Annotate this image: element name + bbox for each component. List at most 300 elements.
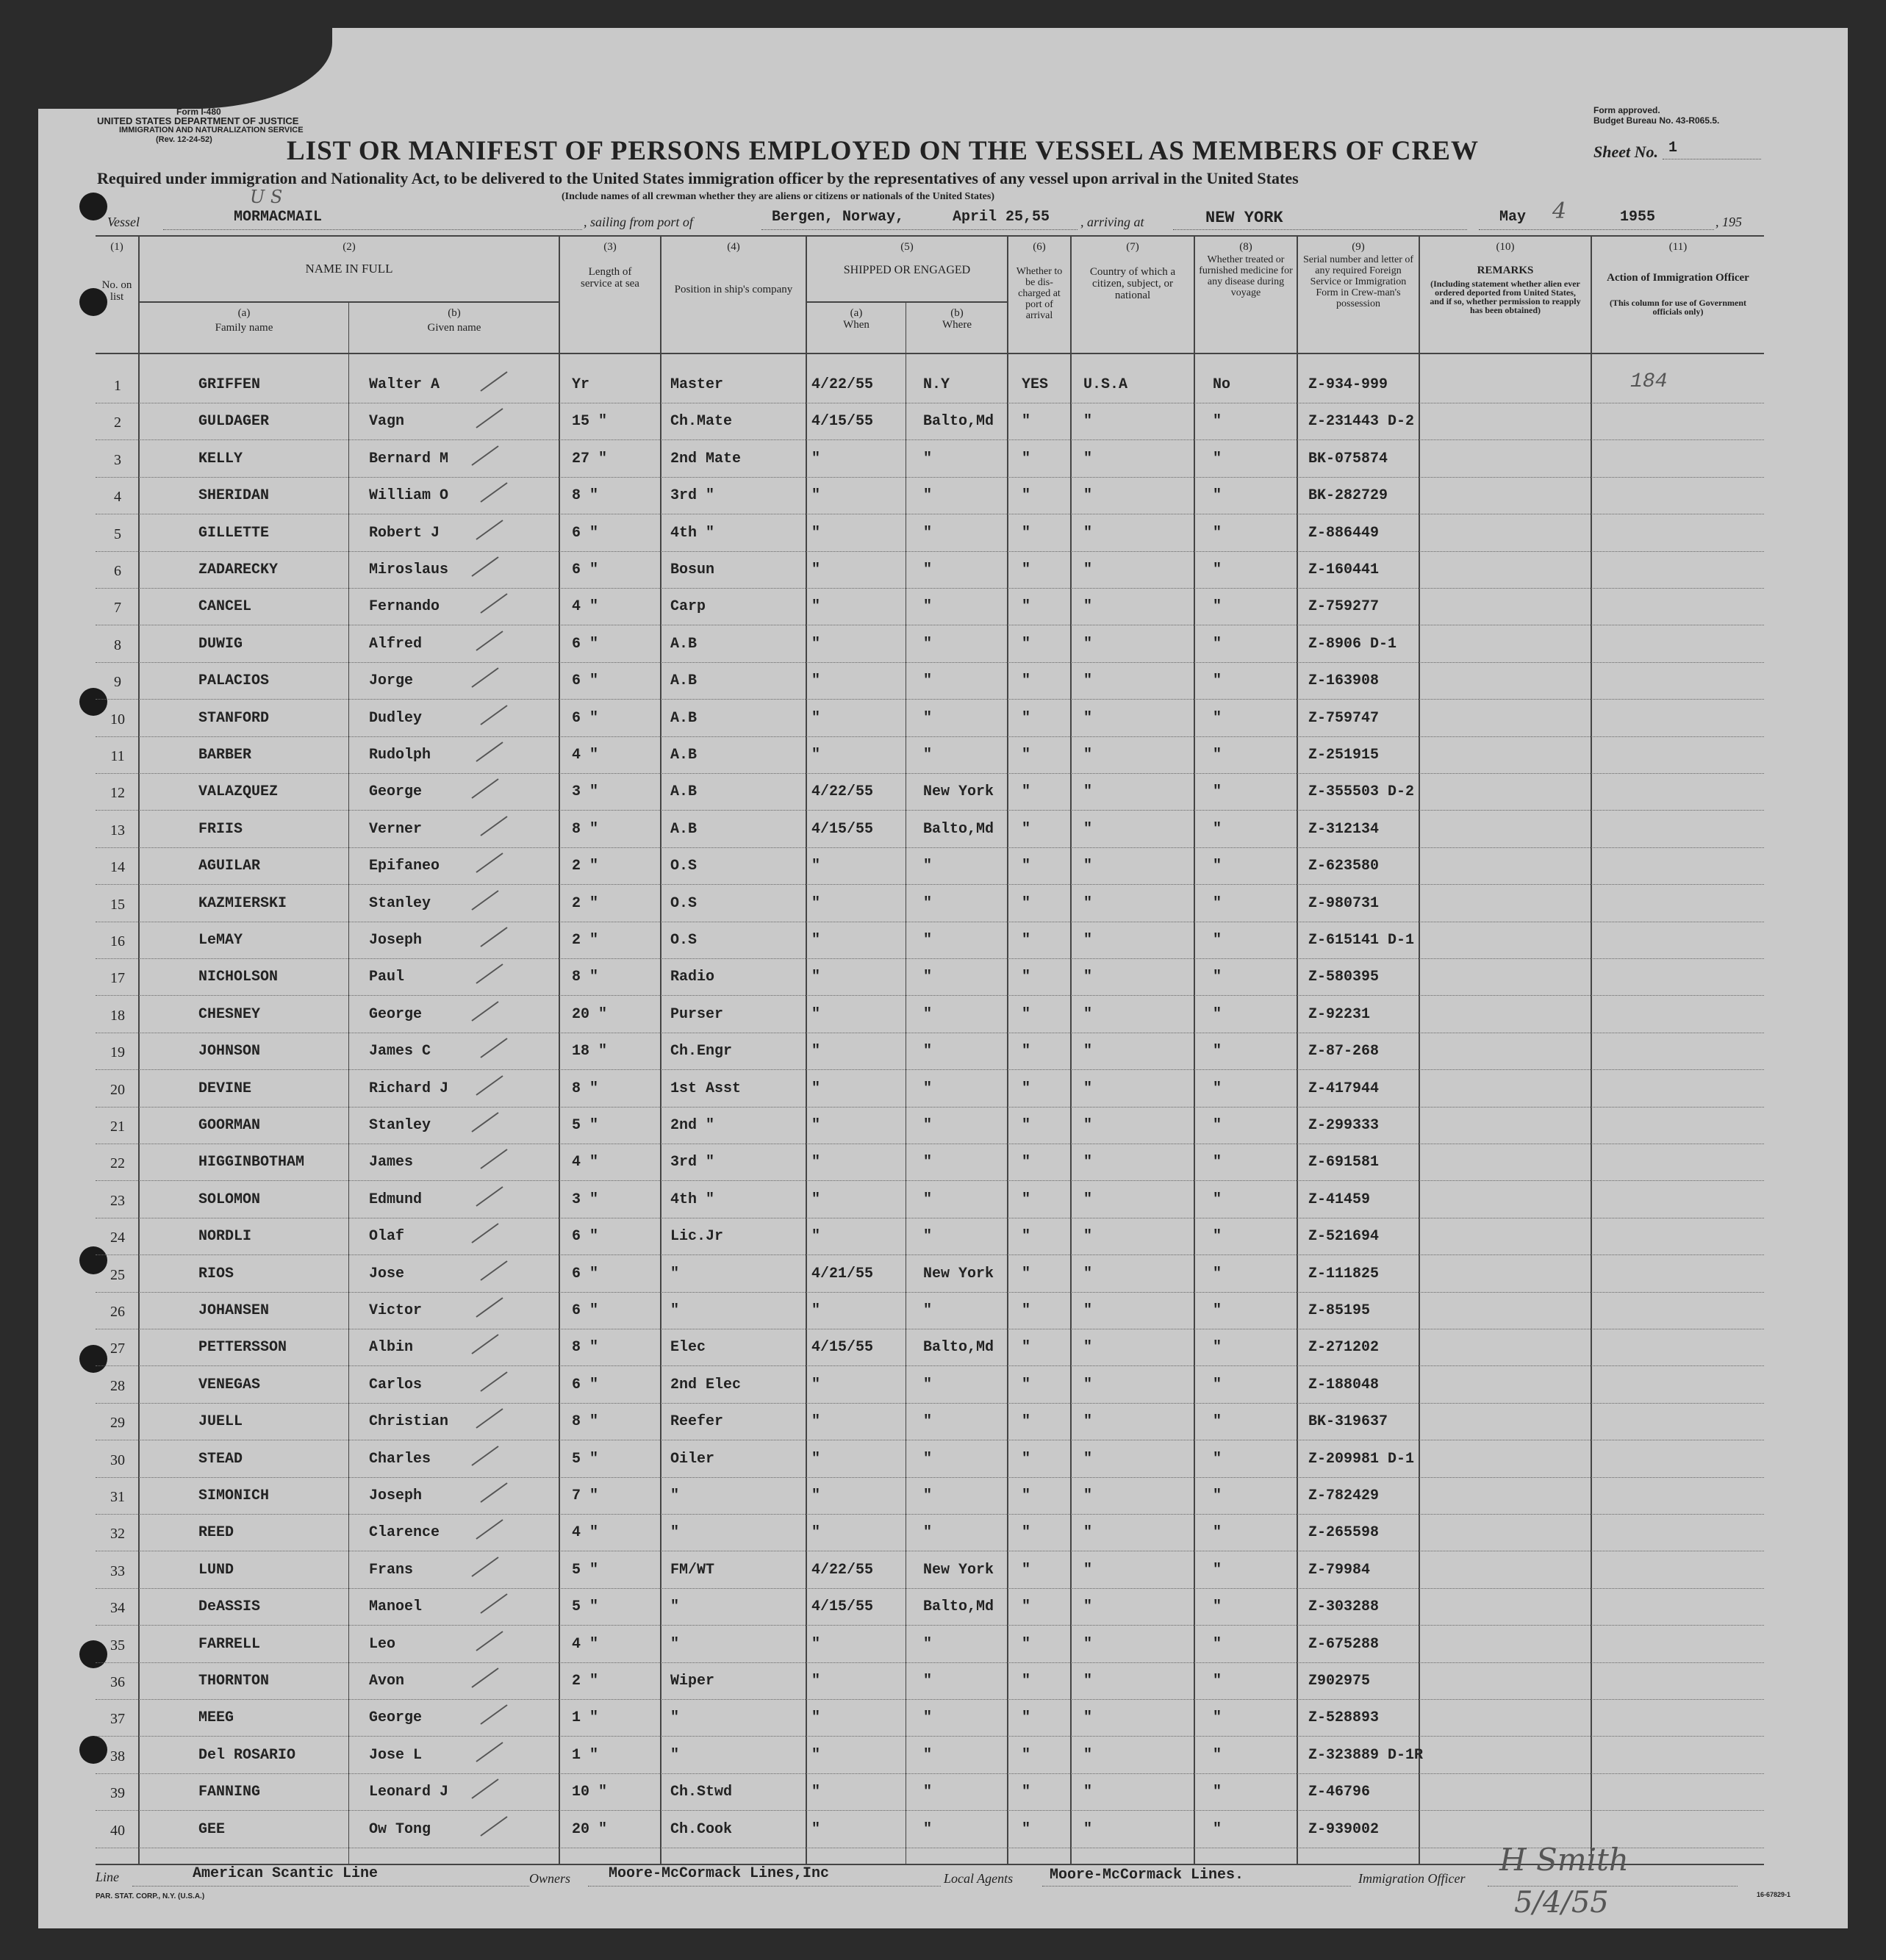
shipped-when-cell: " — [811, 450, 821, 467]
position-cell: Bosun — [670, 561, 715, 578]
treated-cell: " — [1213, 672, 1222, 690]
shipped-when-cell: " — [811, 969, 821, 986]
shipped-when-cell: " — [811, 1450, 821, 1468]
discharged-cell: " — [1022, 1413, 1031, 1431]
row-number: 19 — [110, 1044, 125, 1061]
service-length-cell: 8 " — [572, 487, 599, 505]
shipped-where-cell: " — [923, 1820, 933, 1838]
position-cell: Oiler — [670, 1450, 715, 1468]
service-length-cell: 6 " — [572, 561, 599, 578]
discharged-cell: " — [1022, 1043, 1031, 1060]
given-name-cell: Jose L — [369, 1746, 423, 1764]
discharged-cell: " — [1022, 747, 1031, 764]
crew-row — [0, 1775, 1886, 1812]
row-number: 39 — [110, 1785, 125, 1802]
treated-cell: " — [1213, 1154, 1222, 1171]
given-name-cell: Dudley — [369, 709, 423, 727]
form-code: 16-67829-1 — [1757, 1891, 1791, 1898]
check-mark-icon — [473, 1741, 506, 1763]
shipped-when-cell: " — [811, 635, 821, 653]
country-cell: U.S.A — [1083, 376, 1128, 393]
shipped-where-cell: " — [923, 635, 933, 653]
check-mark-icon — [473, 1074, 506, 1096]
shipped-where-cell: " — [923, 709, 933, 727]
family-name-cell: SOLOMON — [198, 1191, 261, 1208]
discharged-cell: " — [1022, 1228, 1031, 1246]
family-name-cell: VALAZQUEZ — [198, 783, 279, 801]
given-name-cell: Charles — [369, 1450, 431, 1468]
row-number: 32 — [110, 1526, 125, 1543]
family-name-cell: THORNTON — [198, 1673, 270, 1690]
check-mark-icon — [478, 1260, 510, 1282]
row-number: 40 — [110, 1822, 125, 1839]
country-cell: " — [1083, 635, 1093, 653]
discharged-cell: " — [1022, 487, 1031, 505]
crew-row — [0, 1145, 1886, 1182]
col-2b-letter: (b) — [448, 307, 461, 319]
country-cell: " — [1083, 1191, 1093, 1208]
position-cell: " — [670, 1265, 680, 1282]
row-number: 33 — [110, 1562, 125, 1579]
shipped-when-cell: " — [811, 1154, 821, 1171]
discharged-cell: " — [1022, 1191, 1031, 1208]
given-name-cell: Jose — [369, 1265, 405, 1282]
col-11-note: (This column for use of Government officials only) — [1609, 298, 1747, 317]
check-mark-icon — [469, 1556, 501, 1578]
position-cell: Reefer — [670, 1413, 724, 1431]
crew-row — [0, 1368, 1886, 1404]
family-name-cell: NORDLI — [198, 1228, 252, 1246]
col-5-number: (5) — [900, 241, 914, 253]
shipped-where-cell: Balto,Md — [923, 413, 994, 431]
shipped-when-cell: " — [811, 747, 821, 764]
country-cell: " — [1083, 1487, 1093, 1504]
family-name-cell: SIMONICH — [198, 1487, 270, 1504]
check-mark-icon — [473, 852, 506, 874]
row-number: 1 — [114, 378, 121, 394]
shipped-when-cell: " — [811, 1043, 821, 1060]
crew-row — [0, 1034, 1886, 1071]
position-cell: Ch.Engr — [670, 1043, 733, 1060]
shipped-when-cell: " — [811, 1709, 821, 1727]
shipped-when-cell: " — [811, 1117, 821, 1134]
row-number: 30 — [110, 1451, 125, 1468]
shipped-where-cell: " — [923, 524, 933, 542]
crew-row — [0, 997, 1886, 1034]
check-mark-icon — [473, 1296, 506, 1318]
row-number: 23 — [110, 1192, 125, 1209]
shipped-when-cell: " — [811, 1413, 821, 1431]
service-length-cell: 1 " — [572, 1746, 599, 1764]
sheet-label: Sheet No. — [1593, 143, 1658, 161]
serial-number-cell: Z-111825 — [1308, 1265, 1380, 1282]
serial-number-cell: Z-85195 — [1308, 1302, 1371, 1319]
crew-row — [0, 1182, 1886, 1219]
shipped-where-cell: " — [923, 1043, 933, 1060]
family-name-cell: FRIIS — [198, 820, 243, 838]
country-cell: " — [1083, 1154, 1093, 1171]
family-name-cell: STEAD — [198, 1450, 243, 1468]
col-11-heading: Action of Immigration Officer — [1607, 272, 1749, 284]
owners-label: Owners — [529, 1871, 571, 1886]
treated-cell: " — [1213, 1820, 1222, 1838]
serial-number-cell: Z-615141 D-1 — [1308, 932, 1415, 949]
position-cell: " — [670, 1598, 680, 1616]
serial-number-cell: Z-209981 D-1 — [1308, 1450, 1415, 1468]
serial-number-cell: Z-980731 — [1308, 894, 1380, 912]
family-name-cell: LeMAY — [198, 932, 243, 949]
discharged-cell: " — [1022, 1339, 1031, 1357]
treated-cell: " — [1213, 1487, 1222, 1504]
serial-number-cell: Z-528893 — [1308, 1709, 1380, 1727]
row-number: 10 — [110, 711, 125, 728]
service-length-cell: 6 " — [572, 1265, 599, 1282]
discharged-cell: " — [1022, 1746, 1031, 1764]
serial-number-cell: Z-580395 — [1308, 969, 1380, 986]
family-name-cell: PALACIOS — [198, 672, 270, 690]
check-mark-icon — [478, 815, 510, 837]
check-mark-icon — [469, 556, 501, 578]
treated-cell: " — [1213, 1302, 1222, 1319]
given-name-cell: Leonard J — [369, 1784, 449, 1801]
treated-cell: " — [1213, 1228, 1222, 1246]
position-cell: " — [670, 1524, 680, 1542]
check-mark-icon — [473, 630, 506, 652]
col-10-number: (10) — [1496, 241, 1515, 253]
serial-number-cell: Z-92231 — [1308, 1005, 1371, 1023]
row-number: 25 — [110, 1266, 125, 1283]
position-cell: Ch.Stwd — [670, 1784, 733, 1801]
position-cell: Elec — [670, 1339, 706, 1357]
given-name-cell: Stanley — [369, 894, 431, 912]
shipped-when-cell: " — [811, 709, 821, 727]
given-name-cell: Victor — [369, 1302, 423, 1319]
serial-number-cell: Z-265598 — [1308, 1524, 1380, 1542]
check-mark-icon — [478, 926, 510, 948]
position-cell: FM/WT — [670, 1561, 715, 1579]
immigration-action-cell: 184 — [1630, 370, 1668, 393]
given-name-cell: Olaf — [369, 1228, 405, 1246]
shipped-where-cell: " — [923, 561, 933, 578]
col-4-number: (4) — [727, 241, 740, 253]
serial-number-cell: Z902975 — [1308, 1673, 1371, 1690]
treated-cell: " — [1213, 1005, 1222, 1023]
service-length-cell: 6 " — [572, 1228, 599, 1246]
service-length-cell: 6 " — [572, 1376, 599, 1393]
check-mark-icon — [473, 1185, 506, 1207]
given-name-cell: Paul — [369, 969, 405, 986]
row-number: 24 — [110, 1230, 125, 1246]
treated-cell: " — [1213, 598, 1222, 616]
position-cell: A.B — [670, 747, 698, 764]
row-number: 18 — [110, 1007, 125, 1024]
check-mark-icon — [469, 778, 501, 800]
row-number: 5 — [114, 525, 121, 542]
shipped-where-cell: " — [923, 1746, 933, 1764]
position-cell: Ch.Cook — [670, 1820, 733, 1838]
position-cell: 3rd " — [670, 487, 715, 505]
row-number: 28 — [110, 1377, 125, 1394]
treated-cell: " — [1213, 1413, 1222, 1431]
printer-imprint: PAR. STAT. CORP., N.Y. (U.S.A.) — [96, 1892, 205, 1900]
service-length-cell: 5 " — [572, 1561, 599, 1579]
country-cell: " — [1083, 1635, 1093, 1653]
service-length-cell: 2 " — [572, 932, 599, 949]
country-cell: " — [1083, 1376, 1093, 1393]
service-length-cell: 20 " — [572, 1820, 608, 1838]
col-7-number: (7) — [1126, 241, 1139, 253]
discharged-cell: " — [1022, 1635, 1031, 1653]
discharged-cell: " — [1022, 1561, 1031, 1579]
row-number: 6 — [114, 563, 121, 579]
family-name-cell: RIOS — [198, 1265, 234, 1282]
service-length-cell: 6 " — [572, 709, 599, 727]
service-length-cell: 6 " — [572, 635, 599, 653]
serial-number-cell: Z-623580 — [1308, 858, 1380, 875]
discharged-cell: " — [1022, 1709, 1031, 1727]
service-length-cell: 3 " — [572, 1191, 599, 1208]
country-cell: " — [1083, 561, 1093, 578]
crew-row — [0, 1701, 1886, 1737]
shipped-where-cell: " — [923, 1524, 933, 1542]
row-number: 16 — [110, 933, 125, 950]
given-name-cell: Robert J — [369, 524, 440, 542]
punch-hole — [79, 193, 107, 220]
shipped-when-cell: " — [811, 1228, 821, 1246]
arrival-year: 1955 — [1620, 209, 1656, 226]
position-cell: " — [670, 1487, 680, 1504]
position-cell: " — [670, 1709, 680, 1727]
form-approved: Form approved. — [1593, 105, 1660, 115]
service-length-cell: 4 " — [572, 1524, 599, 1542]
family-name-cell: DUWIG — [198, 635, 243, 653]
family-name-cell: NICHOLSON — [198, 969, 279, 986]
shipped-where-cell: New York — [923, 1561, 994, 1579]
shipped-when-cell: " — [811, 1005, 821, 1023]
country-cell: " — [1083, 524, 1093, 542]
position-cell: " — [670, 1635, 680, 1653]
serial-number-cell: Z-782429 — [1308, 1487, 1380, 1504]
discharged-cell: " — [1022, 450, 1031, 467]
sailing-date: April 25,55 — [953, 209, 1050, 226]
col-5a-heading: When — [843, 319, 870, 331]
shipped-where-cell: New York — [923, 1265, 994, 1282]
shipped-when-cell: " — [811, 1673, 821, 1690]
discharged-cell: " — [1022, 598, 1031, 616]
row-number: 15 — [110, 896, 125, 913]
row-number: 8 — [114, 636, 121, 653]
family-name-cell: MEEG — [198, 1709, 234, 1727]
shipped-where-cell: New York — [923, 783, 994, 801]
family-name-cell: JOHANSEN — [198, 1302, 270, 1319]
arrival-day-handwritten: 4 — [1552, 198, 1567, 224]
row-number: 2 — [114, 414, 121, 431]
service-length-cell: 4 " — [572, 747, 599, 764]
service-length-cell: 8 " — [572, 1080, 599, 1097]
position-cell: 1st Asst — [670, 1080, 742, 1097]
shipped-where-cell: " — [923, 1709, 933, 1727]
crew-row — [0, 1553, 1886, 1590]
given-name-cell: Joseph — [369, 1487, 423, 1504]
given-name-cell: Epifaneo — [369, 858, 440, 875]
country-cell: " — [1083, 783, 1093, 801]
col-5b-heading: Where — [942, 319, 972, 331]
service-length-cell: 2 " — [572, 858, 599, 875]
position-cell: O.S — [670, 932, 698, 949]
serial-number-cell: Z-691581 — [1308, 1154, 1380, 1171]
vessel-prefix-handwritten: U S — [250, 187, 283, 207]
crew-row — [0, 1219, 1886, 1256]
position-cell: Radio — [670, 969, 715, 986]
treated-cell: No — [1213, 376, 1231, 393]
family-name-cell: GEE — [198, 1820, 226, 1838]
treated-cell: " — [1213, 858, 1222, 875]
owners-value: Moore-McCormack Lines,Inc — [609, 1865, 830, 1882]
check-mark-icon — [469, 1000, 501, 1022]
shipped-when-cell: 4/15/55 — [811, 1339, 874, 1357]
row-number: 34 — [110, 1600, 125, 1617]
check-mark-icon — [469, 1111, 501, 1133]
col-4-heading: Position in ship's company — [674, 284, 793, 295]
service-length-cell: 27 " — [572, 450, 608, 467]
shipped-where-cell: " — [923, 1635, 933, 1653]
col-2-heading: NAME IN FULL — [305, 262, 393, 276]
shipped-where-cell: " — [923, 894, 933, 912]
line-label: Line — [96, 1870, 120, 1884]
country-cell: " — [1083, 709, 1093, 727]
country-cell: " — [1083, 1820, 1093, 1838]
given-name-cell: Clarence — [369, 1524, 440, 1542]
col-1-number: (1) — [110, 241, 123, 253]
shipped-when-cell: " — [811, 932, 821, 949]
position-cell: O.S — [670, 894, 698, 912]
country-cell: " — [1083, 1709, 1093, 1727]
col-8-number: (8) — [1239, 241, 1252, 253]
shipped-where-cell: " — [923, 1413, 933, 1431]
service-length-cell: 8 " — [572, 1339, 599, 1357]
discharged-cell: " — [1022, 969, 1031, 986]
shipped-where-cell: " — [923, 858, 933, 875]
treated-cell: " — [1213, 969, 1222, 986]
country-cell: " — [1083, 450, 1093, 467]
service-length-cell: 6 " — [572, 524, 599, 542]
treated-cell: " — [1213, 1339, 1222, 1357]
country-cell: " — [1083, 1080, 1093, 1097]
form-revision: (Rev. 12-24-52) — [156, 135, 212, 144]
shipped-when-cell: " — [811, 894, 821, 912]
given-name-cell: James — [369, 1154, 414, 1171]
col-9-number: (9) — [1352, 241, 1365, 253]
shipped-where-cell: " — [923, 487, 933, 505]
check-mark-icon — [469, 1333, 501, 1355]
include-statement: (Include names of all crewman whether they are aliens or citizens or nationals of the United States) — [562, 191, 994, 202]
family-name-cell: GRIFFEN — [198, 376, 261, 393]
check-mark-icon — [469, 1222, 501, 1244]
discharged-cell: " — [1022, 1820, 1031, 1838]
family-name-cell: SHERIDAN — [198, 487, 270, 505]
check-mark-icon — [478, 370, 510, 392]
shipped-when-cell: " — [811, 487, 821, 505]
country-cell: " — [1083, 1265, 1093, 1282]
shipped-when-cell: " — [811, 561, 821, 578]
budget-bureau-number: Budget Bureau No. 43-R065.5. — [1593, 115, 1720, 126]
crew-row — [0, 627, 1886, 664]
shipped-where-cell: " — [923, 932, 933, 949]
shipped-where-cell: Balto,Md — [923, 820, 994, 838]
shipped-where-cell: " — [923, 1191, 933, 1208]
col-11-number: (11) — [1668, 241, 1688, 253]
discharged-cell: " — [1022, 820, 1031, 838]
treated-cell: " — [1213, 1450, 1222, 1468]
row-number: 27 — [110, 1340, 125, 1357]
crew-row — [0, 553, 1886, 589]
shipped-when-cell: 4/22/55 — [811, 376, 874, 393]
discharged-cell: " — [1022, 635, 1031, 653]
given-name-cell: Verner — [369, 820, 423, 838]
discharged-cell: " — [1022, 894, 1031, 912]
serial-number-cell: Z-303288 — [1308, 1598, 1380, 1616]
check-mark-icon — [478, 704, 510, 726]
year-suffix: , 195 — [1715, 215, 1742, 229]
treated-cell: " — [1213, 1376, 1222, 1393]
discharged-cell: " — [1022, 709, 1031, 727]
local-agents-label: Local Agents — [944, 1871, 1014, 1886]
serial-number-cell: Z-46796 — [1308, 1784, 1371, 1801]
check-mark-icon — [473, 1630, 506, 1652]
check-mark-icon — [478, 481, 510, 503]
discharged-cell: " — [1022, 1673, 1031, 1690]
country-cell: " — [1083, 487, 1093, 505]
crew-row — [0, 701, 1886, 738]
shipped-when-cell: " — [811, 672, 821, 690]
discharged-cell: " — [1022, 1487, 1031, 1504]
line-value: American Scantic Line — [193, 1865, 379, 1882]
given-name-cell: Miroslaus — [369, 561, 449, 578]
discharged-cell: " — [1022, 1376, 1031, 1393]
row-number: 11 — [110, 748, 125, 764]
shipped-where-cell: " — [923, 1302, 933, 1319]
treated-cell: " — [1213, 1265, 1222, 1282]
vessel-label: Vessel — [107, 215, 140, 229]
serial-number-cell: Z-323889 D-1R — [1308, 1746, 1424, 1764]
treated-cell: " — [1213, 1746, 1222, 1764]
given-name-cell: Edmund — [369, 1191, 423, 1208]
treated-cell: " — [1213, 413, 1222, 431]
treated-cell: " — [1213, 450, 1222, 467]
given-name-cell: Christian — [369, 1413, 449, 1431]
check-mark-icon — [469, 1778, 501, 1800]
check-mark-icon — [473, 963, 506, 985]
row-number: 7 — [114, 600, 121, 617]
shipped-where-cell: " — [923, 672, 933, 690]
col-5b-letter: (b) — [950, 307, 964, 319]
position-cell: A.B — [670, 709, 698, 727]
check-mark-icon — [478, 1482, 510, 1504]
sheet-number: 1 — [1668, 140, 1678, 157]
shipped-when-cell: " — [811, 1524, 821, 1542]
service-length-cell: 3 " — [572, 783, 599, 801]
family-name-cell: BARBER — [198, 747, 252, 764]
serial-number-cell: BK-319637 — [1308, 1413, 1388, 1431]
treated-cell: " — [1213, 747, 1222, 764]
treated-cell: " — [1213, 561, 1222, 578]
row-number: 17 — [110, 970, 125, 987]
treated-cell: " — [1213, 1117, 1222, 1134]
given-name-cell: Fernando — [369, 598, 440, 616]
shipped-where-cell: " — [923, 1080, 933, 1097]
country-cell: " — [1083, 1339, 1093, 1357]
family-name-cell: Del ROSARIO — [198, 1746, 296, 1764]
